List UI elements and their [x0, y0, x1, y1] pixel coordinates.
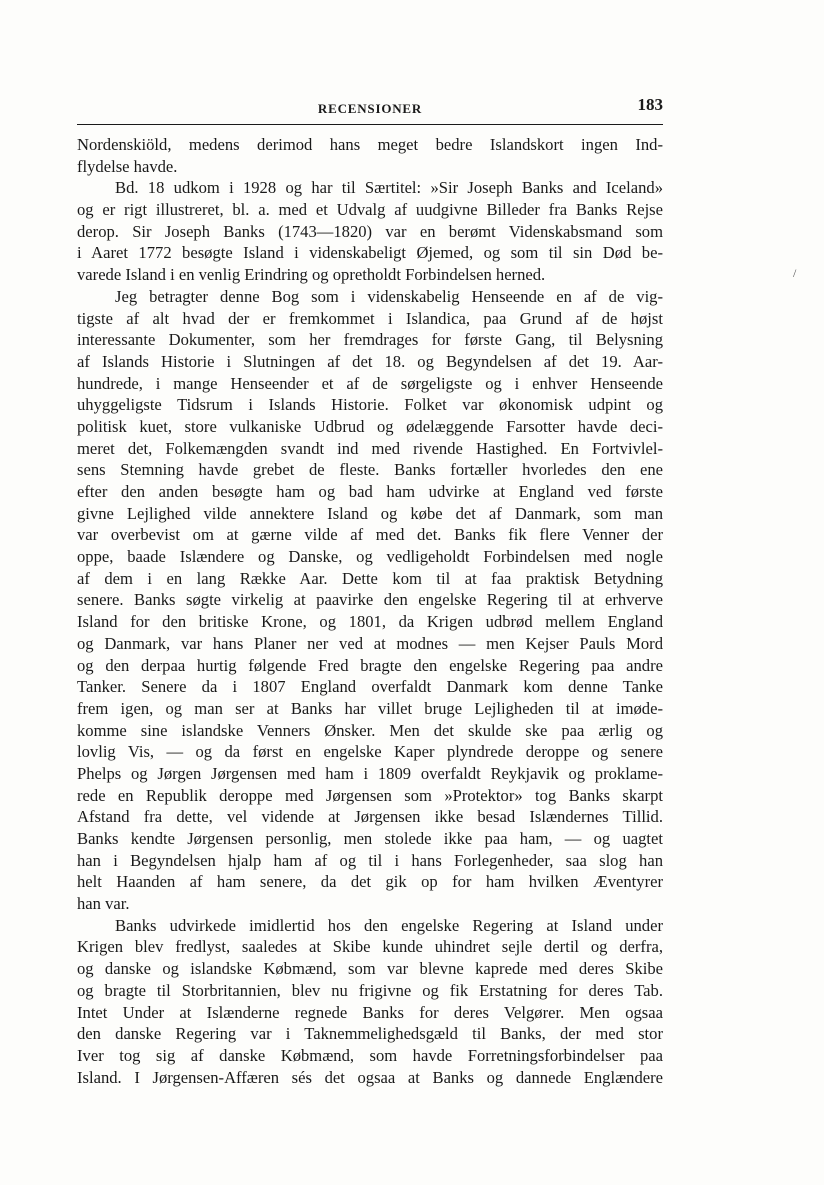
text-line: og Danmark, var hans Planer ner ved at modnes — men Kejser Pauls Mord — [77, 633, 663, 653]
text-line: tigste af alt hvad der er fremkommet i Islandica, paa Grund af de højst — [77, 308, 663, 328]
text-line: helt Haanden af ham senere, da det gik op for ham hvilken Æventyrer — [77, 872, 663, 892]
review-body-text — [77, 134, 663, 1088]
text-line: politisk kuet, store vulkaniske Udbrud og ødelæggende Farsotter havde deci- — [77, 416, 663, 436]
text-line: komme sine islandske Venners Ønsker. Men det skulde ske paa ærlig og — [77, 720, 663, 740]
text-line: lovlig Vis, — og da først en engelske Kaper plyndrede deroppe og senere — [77, 742, 663, 762]
text-line: af dem i en lang Række Aar. Dette kom til at faa praktisk Betydning — [77, 568, 663, 588]
text-line: Banks kendte Jørgensen personlig, men stolede ikke paa ham, — og uagtet — [77, 829, 663, 848]
text-line: derop. Sir Joseph Banks (1743—1820) var en berømt Videnskabsmand som — [77, 221, 663, 241]
text-line: interessante Dokumenter, som her fremdrages for første Gang, til Belysning — [77, 330, 663, 350]
text-line: hundrede, i mange Henseender et af de sørgeligste og i enhver Henseende — [77, 373, 663, 393]
text-line: frem igen, og man ser at Banks har villet bruge Lejligheden til at imøde- — [77, 698, 663, 718]
text-line: flydelse havde. — [77, 156, 178, 176]
text-line: var overbevist om at gærne vilde af med det. Banks fik flere Venner der — [77, 525, 663, 545]
text-line: Tanker. Senere da i 1807 England overfaldt Danmark kom denne Tanke — [77, 677, 663, 697]
text-line: meret det, Folkemængden svandt ind med rivende Hastighed. En Fortvivlel- — [77, 438, 663, 458]
text-line: Jeg betragter denne Bog som i videnskabelig Henseende en af de vig- — [115, 286, 663, 306]
text-line: og den derpaa hurtig følgende Fred bragte den engelske Regering paa andre — [77, 655, 663, 675]
text-line: sens Stemning havde grebet de fleste. Banks fortæller hvorledes den ene — [77, 460, 663, 480]
text-line: Nordenskiöld, medens derimod hans meget bedre Islandskort ingen Ind- — [77, 135, 663, 154]
text-line: den danske Regering var i Taknemmelighedsgæld til Banks, der med stor — [77, 1024, 663, 1044]
text-line: Banks udvirkede imidlertid hos den engelske Regering at Island under — [115, 915, 663, 935]
text-line: Iver tog sig af danske Købmænd, som havde Forretningsforbindelser paa — [77, 1045, 663, 1065]
text-line: efter den anden besøgte ham og bad ham udvirke at England ved første — [77, 482, 663, 501]
running-head: RECENSIONER — [317, 101, 423, 116]
text-line: i Aaret 1772 besøgte Island i videnskabeligt Øjemed, og som til sin Død be- — [77, 243, 663, 263]
text-line: Island for den britiske Krone, og 1801, da Krigen udbrød mellem England — [77, 612, 663, 632]
text-line: rede en Republik deroppe med Jørgensen som »Protektor» tog Banks skarpt — [77, 785, 663, 805]
page-number: 183 — [637, 95, 663, 114]
text-line: Intet Under at Islænderne regnede Banks for deres Velgører. Men ogsaa — [77, 1002, 663, 1022]
text-line: og er rigt illustreret, bl. a. med et Udvalg af uudgivne Billeder fra Banks Rejse — [77, 200, 663, 220]
text-line: af Islands Historie i Slutningen af det 18. og Begyndelsen af det 19. Aar- — [77, 351, 663, 371]
text-line: Bd. 18 udkom i 1928 og har til Særtitel: »Sir Joseph Banks and Iceland» — [115, 178, 663, 198]
header-rule — [77, 124, 663, 125]
page-header — [77, 95, 663, 123]
text-line: Afstand fra dette, vel vidende at Jørgensen ikke besad Islændernes Tillid. — [77, 807, 663, 827]
text-line: varede Island i en venlig Erindring og opretholdt Forbindelsen herned. — [77, 265, 546, 285]
text-line: oppe, baade Islændere og Danske, og vedligeholdt Forbindelsen med nogle — [77, 547, 663, 567]
text-line: givne Lejlighed vilde annektere Island og købe det af Danmark, som man — [77, 503, 663, 523]
text-line: han var. — [77, 894, 130, 914]
text-line: Krigen blev fredlyst, saaledes at Skibe kunde uhindret sejle dertil og derfra, — [77, 937, 663, 957]
text-line: og danske og islandske Købmænd, som var blevne kaprede med deres Skibe — [77, 959, 663, 979]
text-line: Island. I Jørgensen-Affæren sés det ogsaa at Banks og dannede Englændere — [77, 1067, 663, 1087]
text-line: Phelps og Jørgen Jørgensen med ham i 1809 overfaldt Reykjavik og proklame- — [77, 763, 663, 783]
text-line: uhyggeligste Tidsrum i Islands Historie. Folket var økonomisk udpint og — [77, 395, 663, 415]
text-line: han i Begyndelsen hjalp ham af og til i hans Forlegenheder, saa slog han — [77, 850, 663, 870]
text-line: senere. Banks søgte virkelig at paavirke den engelske Regering til at erhverve — [77, 590, 663, 610]
margin-mark: / — [793, 266, 797, 280]
text-line: og bragte til Storbritannien, blev nu frigivne og fik Erstatning for deres Tab. — [77, 980, 663, 1000]
